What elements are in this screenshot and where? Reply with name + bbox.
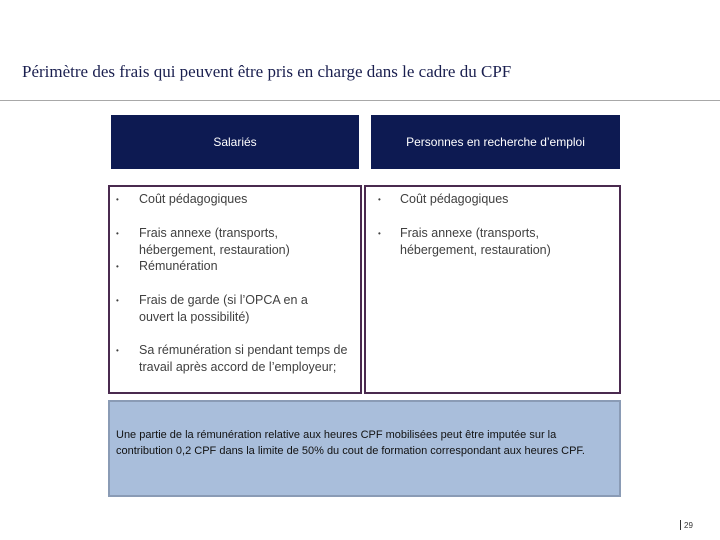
column-header-job-seekers [371, 115, 620, 169]
title-divider [0, 100, 720, 101]
list-item: Frais annexe (transports, hébergement, restauration) [400, 226, 551, 257]
column-header-job-seekers-label: Personnes en recherche d’emploi [406, 135, 585, 149]
info-note-text: Une partie de la rémunération relative aux heures CPF mobilisées peut être imputée sur la contribution 0,2 CPF dans la limite de 50% du cout de formation correspondant aux heures CPF. [116, 429, 585, 457]
list-item: Rémunération [139, 259, 218, 273]
bullet-icon: • [116, 296, 119, 305]
list-item: Sa rémunération si pendant temps de travail après accord de l’employeur; [139, 343, 348, 374]
list-item: Frais annexe (transports, hébergement, restauration) [139, 226, 290, 257]
job-seekers-panel [364, 185, 621, 394]
bullet-icon: • [116, 229, 119, 238]
page-number: 29 [684, 521, 693, 530]
bullet-icon: • [378, 195, 381, 204]
bullet-icon: • [116, 262, 119, 271]
column-header-salaries [111, 115, 359, 169]
list-item: Coût pédagogiques [139, 192, 248, 206]
list-item: Frais de garde (si l’OPCA en a ouvert la possibilité) [139, 293, 308, 324]
column-header-salaries-label: Salariés [213, 135, 257, 149]
slide-title: Périmètre des frais qui peuvent être pris en charge dans le cadre du CPF [22, 62, 512, 81]
bullet-icon: • [116, 346, 119, 355]
page-number-divider [680, 520, 681, 530]
list-item: Coût pédagogiques [400, 192, 509, 206]
bullet-icon: • [378, 229, 381, 238]
bullet-icon: • [116, 195, 119, 204]
